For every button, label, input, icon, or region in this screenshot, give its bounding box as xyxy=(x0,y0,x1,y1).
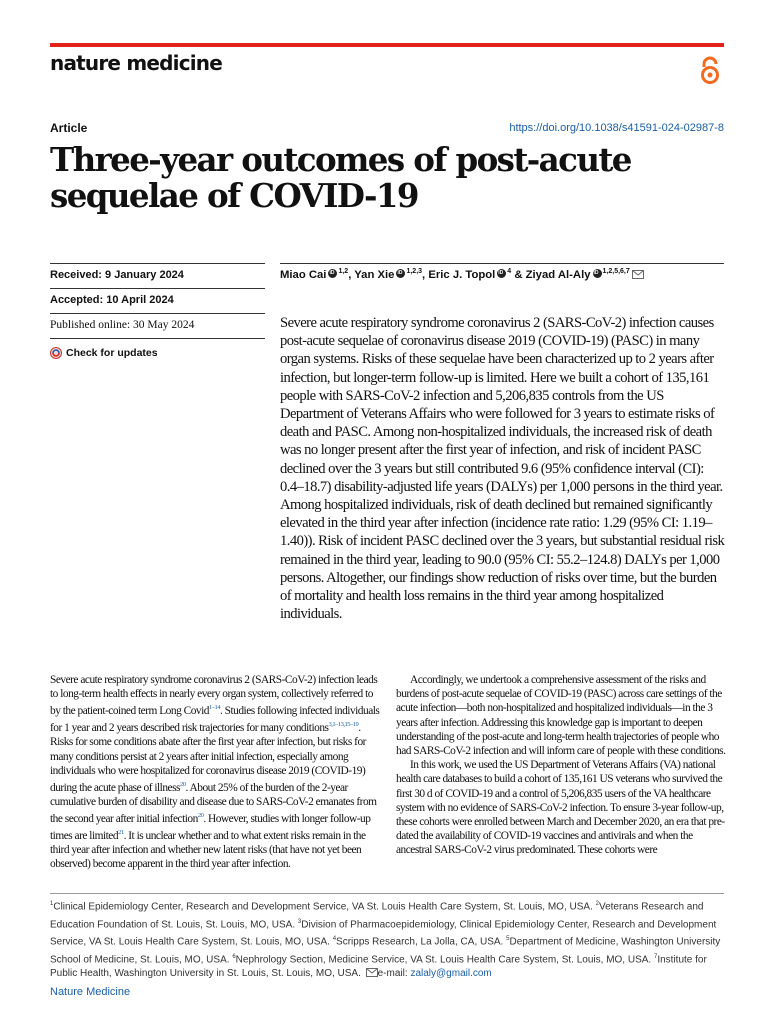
divider xyxy=(50,338,265,339)
email-link[interactable]: zalaly@gmail.com xyxy=(410,968,492,980)
affiliation-item: Nephrology Section, Medicine Service, VA St. Louis Health Care System, St. Louis, MO, USA. xyxy=(235,953,654,965)
author-affiliation: 4 xyxy=(507,268,512,275)
author-name[interactable]: Ziyad Al-Aly xyxy=(525,268,591,281)
affiliations: $^1$Clinical Epidemiology Center, Research and Development Service, VA St. Louis Health Care System, St. Louis, MO, USA. $^2$Veterans Research and Education Foundation of St. Louis, St. Louis, MO, USA. $^3$Division of Pharmacoepidemiology, Clinical Epidemiology Center, Research and Development Service, VA St. Louis Health Care System, St. Louis, MO, USA. $^4$Scripps Research, La Jolla, CA, USA. $^5$Department of Medicine, Washington University School of Medicine, St. Louis, MO, USA. $^6$Nephrology Section, Medicine Service, VA St. Louis Health Care System, St. Louis, MO, USA. $^7$Institute for Public Health, Washington University in St. Louis, St. Louis, MO, USA. e-mail: zalaly@gmail.com xyxy=(50,901,721,980)
open-access-icon[interactable] xyxy=(698,55,722,85)
author-name[interactable]: Eric J. Topol xyxy=(428,268,496,281)
published-date: Published online: 30 May 2024 xyxy=(50,319,195,331)
article-type-label: Article xyxy=(50,121,88,135)
citation[interactable]: 20 xyxy=(197,812,204,820)
body-paragraph: Accordingly, we undertook a comprehensive assessment of the risks and burdens of post-acute sequelae of COVID-19 (PASC) across care settings of the acute infection—both non-hospitalized and hospitalized individuals—in the 3 years after infection. Addressing this knowledge gap is important to deepen understanding of the post-acute and long-term health trajectories of people who had SARS-CoV-2 infection and will inform care of people with these conditions. xyxy=(396,674,726,758)
received-date: Received: 9 January 2024 xyxy=(50,269,184,281)
check-updates-label: Check for updates xyxy=(66,347,158,359)
footnote-divider xyxy=(50,893,724,894)
check-updates-icon xyxy=(50,347,62,359)
article-title: Three-year outcomes of post-acute sequelae of COVID-19 xyxy=(50,140,631,215)
author-affiliation: 1,2,5,6,7 xyxy=(602,268,630,275)
orcid-icon[interactable] xyxy=(497,269,506,278)
citation[interactable]: 3,1–13,15–19 xyxy=(328,721,359,729)
divider xyxy=(50,313,265,314)
divider xyxy=(50,288,265,289)
affiliation-item: Institute for Public Health, Washington University in St. Louis, St. Louis, MO, USA. xyxy=(50,953,707,980)
affiliation-item: Veterans Research and Education Foundation of St. Louis, St. Louis, MO, USA. xyxy=(50,901,704,930)
email-icon xyxy=(366,968,378,977)
abstract: Severe acute respiratory syndrome coronavirus 2 (SARS-CoV-2) infection causes post-acute sequelae of coronavirus disease 2019 (COVID-19) (PASC) in many organ systems. Risks of these sequelae have been characterized up to 2 years after infection, but longer-term follow-up is limited. Here we built a cohort of 135,161 people with SARS-CoV-2 infection and 5,206,835 controls from the US Department of Veterans Affairs who were followed for 3 years to estimate risks of death and PASC. Among non-hospitalized individuals, the increased risk of death was no longer present after the first year of infection, and risk of incident PASC declined over the 3 years but still contributed 9.6 (95% confidence interval (CI): 0.4–18.7) disability-adjusted life years (DALYs) per 1,000 persons in the third year. Among hospitalized individuals, risk of death declined but remained significantly elevated in the third year after infection (incidence rate ratio: 1.29 (95% CI: 1.19–1.40)). Risk of incident PASC declined over the 3 years, but substantial residual risk remained in the third year, leading to 90.0 (95% CI: 55.2–124.8) DALYs per 1,000 persons. Altogether, our findings show reduction of risks over time, but the burden of mortality and health loss remains in the third year among hospitalized individuals. xyxy=(280,315,725,623)
affiliation-item: Clinical Epidemiology Center, Research and Development Service, VA St. Louis Health Care System, St. Louis, MO, USA. xyxy=(53,901,596,913)
affiliation-item: Division of Pharmacoepidemiology, Clinical Epidemiology Center, Research and Development Service, VA St. Louis Health Care System, St. Louis, MO, USA. xyxy=(50,918,717,948)
email-icon[interactable] xyxy=(632,270,644,279)
orcid-icon[interactable] xyxy=(396,269,405,278)
author-name[interactable]: Miao Cai xyxy=(280,268,327,281)
body-column-1: Severe acute respiratory syndrome coronavirus 2 (SARS-CoV-2) infection leads to long-term health effects in nearly every organ system, collectively referred to by the patient-coined term Long Covid$^{1-14}$. Studies following infected individuals for 1 year and 2 years described risk trajectories for many conditions$^{3,1-13,15-19}$. Risks for some conditions abate after the first year after infection, but risks for many conditions persist at 2 years after initial infection, especially among individuals who were hospitalized for coronavirus disease 2019 (COVID-19) during the acute phase of illness$^{20}$. About 25% of the burden of the 2-year cumulative burden of disability and disease due to SARS-CoV-2 emanates from the second year after initial infection$^{20}$. However, studies with longer follow-up times are limited$^{21}$. It is unclear whether and to what extent risks remain in the third year after infection and whether new latent risks (that have not yet been observed) become apparent in the third year after infection. xyxy=(50,674,380,871)
orcid-icon[interactable] xyxy=(593,269,602,278)
citation[interactable]: 21 xyxy=(118,829,124,837)
author-affiliation: 1,2,3 xyxy=(406,268,423,275)
citation[interactable]: 1–14 xyxy=(208,704,220,712)
citation[interactable]: 20 xyxy=(179,781,186,789)
doi-link[interactable]: https://doi.org/10.1038/s41591-024-02987-8 xyxy=(509,122,724,134)
orcid-icon[interactable] xyxy=(328,269,337,278)
affiliation-item: Department of Medicine, Washington University School of Medicine, St. Louis, MO, USA. xyxy=(50,936,721,965)
accepted-date: Accepted: 10 April 2024 xyxy=(50,294,174,306)
header-accent-bar xyxy=(50,43,724,47)
body-column-2 xyxy=(396,673,726,858)
check-for-updates-button[interactable] xyxy=(50,347,158,359)
author-affiliation: 1,2 xyxy=(338,268,349,275)
author-name[interactable]: Yan Xie xyxy=(354,268,395,281)
divider xyxy=(50,263,265,264)
affiliation-item: Scripps Research, La Jolla, CA, USA. xyxy=(336,936,507,948)
footer-journal-name[interactable]: Nature Medicine xyxy=(50,986,131,998)
journal-name[interactable]: nature medicine xyxy=(50,51,223,75)
author-list: Miao CaiiD $^{1,2}$, Yan XieiD $^{1,2,3}$, Eric J. TopoliD $^4$ & Ziyad Al-AlyiD $^{1,2,5,6,7}$ xyxy=(280,268,724,281)
divider xyxy=(280,263,724,264)
body-paragraph: In this work, we used the US Department of Veterans Affairs (VA) national health care databases to build a cohort of 135,161 US veterans who survived the first 30 d of COVID-19 and a control of 5,206,835 users of the VA healthcare system with no evidence of SARS-CoV-2 infection. To ensure 3-year follow-up, these cohorts were enrolled between March and December 2020, an era that pre-dated the availability of COVID-19 vaccines and antivirals and when the ancestral SARS-CoV-2 virus predominated. These cohorts were xyxy=(396,759,725,857)
